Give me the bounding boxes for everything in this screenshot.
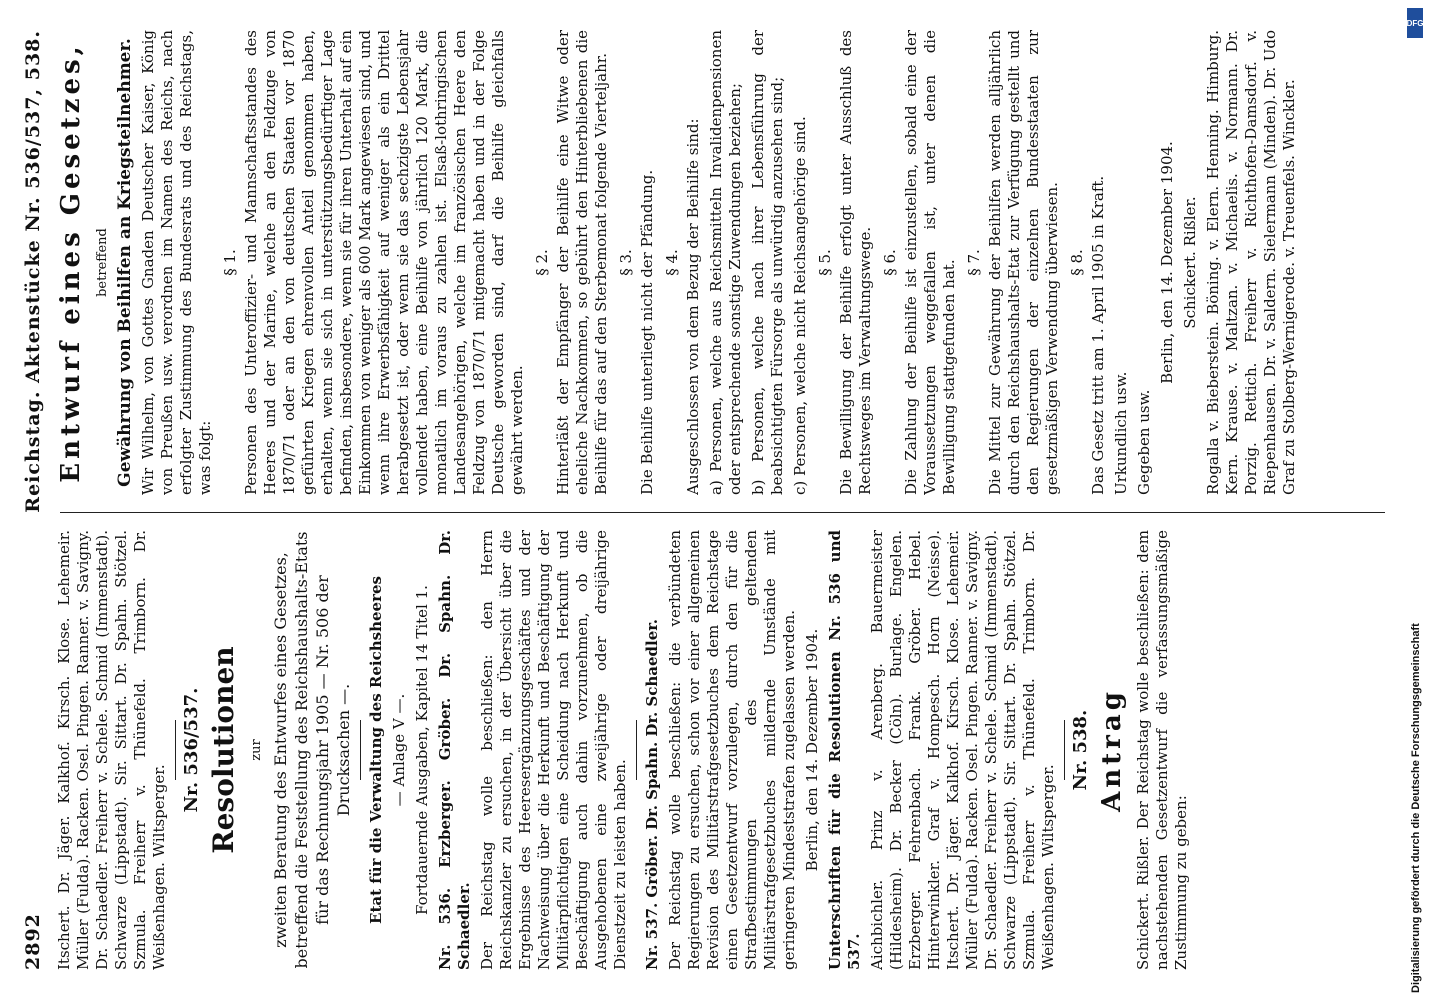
section-4-item-a: a) Personen, welche aus Reichsmitteln Invalidenpensionen oder entsprechende sonstige Zuwendungen beziehen;	[707, 30, 744, 495]
nr-538-heading: Nr. 538.	[1070, 709, 1091, 791]
dfg-logo: DFG	[1407, 8, 1423, 38]
law-date: Berlin, den 14. Dezember 1904.	[1158, 141, 1176, 384]
top-names: Itschert. Dr. Jäger. Kalkhof. Kirsch. Klose. Lehemeir. Müller (Fulda). Racken. Osel. Pingen. Ranner. v. Savigny. Dr. Schaedler. Freiherr v. Schele. Schmid (Immenstadt). Schwarze (Lippstadt). Sir. Sittart. Dr. Spahn. Stötzel. Szmula. Freiherr v. Thünefeld. Trimborn. Dr. Weißenhagen. Wiltsperger.	[55, 530, 168, 970]
divider	[636, 720, 637, 780]
section-4-item-b: b) Personen, welche nach ihrer Lebensführung der beabsichtigten Fürsorge als unwürdig anzusehen sind;	[749, 30, 786, 495]
section-5-text: Die Bewilligung der Beihilfe erfolgt unter Ausschluß des Rechtsweges im Verwaltungswege.	[837, 30, 874, 495]
right-column	[55, 30, 1387, 495]
section-1: § 1.	[221, 249, 239, 276]
section-6-text: Die Zahlung der Beihilfe ist einzustellen, sobald eine der Voraussetzungen weggefallen ist, unter denen die Bewilligung stattgefunden hat.	[902, 30, 958, 495]
fortdauernde-label: Fortdauernde Ausgaben, Kapitel 14 Titel 1.	[413, 585, 431, 915]
page-number: 2892	[21, 913, 44, 970]
section-3-text: Die Beihilfe unterliegt nicht der Pfändung.	[638, 169, 656, 495]
section-5: § 5.	[816, 249, 834, 276]
antrag-text: Schickert. Rißler. Der Reichstag wolle beschließen: dem nachstehenden Gesetzentwurf die verfassungsmäßige Zustimmung zu geben:	[1134, 530, 1190, 970]
signers-primary: Schickert. Rißler.	[1181, 196, 1199, 329]
section-2: § 2.	[533, 249, 551, 276]
nr536-heading: Nr. 536. Erzberger. Gröber. Dr. Spahn. Dr. Schaedler.	[436, 530, 473, 970]
etat-title: Etat für die Verwaltung des Reichsheeres	[367, 576, 385, 924]
resolutionen-title: Resolutionen	[207, 646, 240, 854]
nr537-text: Der Reichstag wolle beschließen: die verbündeten Regierungen zu ersuchen, schon vor einer allgemeinen Revision des Militärstrafgesetzbuches dem Reichstage einen Gesetzentwurf vorzulegen, durch den für die Strafbestimmungen des geltenden Militärstrafgesetzbuches mildernde Umstände mit geringeren Mindeststrafen zugelassen werden.	[666, 530, 798, 970]
divider	[175, 720, 176, 780]
section-7-text: Die Mittel zur Gewährung der Beihilfen werden alljährlich durch den Reichshaushalts-Etat zur Verfügung gestellt und den Regierungen der einzelnen Bundesstaaten zur gesetzmäßigen Verwendung überwiesen.	[986, 30, 1061, 495]
nr536-text: Der Reichstag wolle beschließen: den Herrn Reichskanzler zu ersuchen, in der Übersicht über die Ergebnisse des Heeresergänzungsgeschäftes und der Nachweisung über die Herkunft und Beschäftigung der Militärpflichtigen eine Scheidung nach Herkunft und Beschäftigung auch dahin vorzunehmen, ob die Ausgehobenen eine zweijährige oder dreijährige Dienstzeit zu leisten haben.	[478, 530, 629, 970]
zur-label: zur	[249, 739, 264, 761]
urkundlich-label: Urkundlich usw.	[1112, 371, 1130, 495]
nr-536-537-heading: Nr. 536/537.	[181, 687, 202, 813]
anlage-label: — Anlage V —.	[390, 693, 408, 807]
antrag-title: Antrag	[1097, 688, 1127, 812]
section-4-item-c: c) Personen, welche nicht Reichsangehörige sind.	[791, 116, 809, 495]
section-6: § 6.	[881, 249, 899, 276]
section-2-text: Hinterläßt der Empfänger der Beihilfe eine Witwe oder eheliche Nachkommen, so gebührt den Hinterbliebenen die Beihilfe für das auf den Sterbemonat folgende Vierteljahr.	[554, 30, 610, 495]
resolution-intro: zweiten Beratung des Entwurfes eines Gesetzes, betreffend die Feststellung des Reichshaushalts-Etats für das Rechnungsjahr 1905 — Nr. 506 der Drucksachen —.	[271, 531, 353, 969]
left-column	[55, 530, 1387, 970]
nr537-heading: Nr. 537. Gröber. Dr. Spahn. Dr. Schaedler.	[643, 618, 661, 970]
section-8: § 8.	[1068, 249, 1086, 276]
column-divider	[60, 512, 1385, 513]
section-4: § 4.	[663, 249, 681, 276]
page-header	[18, 30, 48, 970]
entwurf-title: Entwurf eines Gesetzes,	[56, 42, 86, 483]
gegeben-label: Gegeben usw.	[1135, 389, 1153, 495]
divider	[360, 720, 361, 780]
section-7: § 7.	[965, 249, 983, 276]
section-8-text: Das Gesetz tritt am 1. April 1905 in Kraft.	[1089, 175, 1107, 495]
betreffend-label: betreffend	[95, 228, 110, 297]
unterschriften-heading: Unterschriften für die Resolutionen Nr. 536 und 537.	[826, 530, 863, 970]
section-4-text: Ausgeschlossen von dem Bezug der Beihilfe sind:	[684, 118, 702, 495]
signers-list: Rogalla v. Bieberstein. Böning. v. Elern. Henning. Himburg. Kern. Krause. v. Maltzan. v. Michaelis. v. Normann. Dr. Porzig. Rettich. Freiherr v. Richthofen-Damsdorf. v. Riepenhausen. Dr. v. Saldern. Sielermann (Minden). Dr. Udo Graf zu Stolberg-Wernigerode. v. Treuenfels. Winckler.	[1204, 30, 1298, 495]
digitization-stamp	[1404, 8, 1426, 998]
divider	[1064, 720, 1065, 780]
unterschriften-list: Aichbichler. Prinz v. Arenberg. Bauermeister (Hildesheim). Dr. Becker (Cöln). Burlage. Engelen. Erzberger. Fehrenbach. Frank. Gröber. Hebel. Hinterwinkler. Graf v. Hompesch. Horn (Neisse). Itschert. Dr. Jäger. Kalkhof. Kirsch. Klose. Lehemeir. Müller (Fulda). Racken. Osel. Pingen. Ranner. v. Savigny. Dr. Schaedler. Freiherr v. Schele. Schmid (Immenstadt). Schwarze (Lippstadt). Sir. Sittart. Dr. Spahn. Stötzel. Szmula. Freiherr v. Thünefeld. Trimborn. Dr. Weißenhagen. Wiltsperger.	[868, 530, 1057, 970]
law-intro: Wir Wilhelm, von Gottes Gnaden Deutscher Kaiser, König von Preußen usw. verordnen im Namen des Reichs, nach erfolgter Zustimmung des Bundesrats und des Reichstags, was folgt:	[139, 30, 214, 495]
gewaehrung-title: Gewährung von Beihilfen an Kriegsteilnehmer.	[115, 38, 135, 487]
section-1-text: Personen des Unteroffizier- und Mannschaftsstandes des Heeres und der Marine, welche an den Feldzuge von 1870/71 oder an den von deutschen Staaten vor 1870 geführten Kriegen ehrenvollen Anteil genommen haben, erhalten, wenn sie sich in unterstützungsbedürftiger Lage befinden, insbesondere, wenn sie für ihren Unterhalt auf ein Einkommen von weniger als 600 Mark angewiesen sind, und wenn ihre Erwerbsfähigkeit auf weniger als ein Drittel herabgesetzt ist, oder wenn sie das sechzigste Lebensjahr vollendet haben, eine Beihilfe von jährlich 120 Mark, die monatlich im voraus zu zahlen ist. Elsaß-lothringischen Landesangehörigen, welche im französischen Heere den Feldzug von 1870/71 mitgemacht haben und in der Folge Deutsche geworden sind, darf die Beihilfe gleichfalls gewährt werden.	[242, 30, 526, 495]
running-title: Reichstag. Aktenstücke Nr. 536/537, 538.	[21, 30, 44, 513]
digitization-note: Digitalisierung gefördert durch die Deutsche Forschungsgemeinschaft	[1410, 623, 1422, 993]
resolution-date: Berlin, den 14. Dezember 1904.	[803, 628, 821, 872]
section-3: § 3.	[617, 249, 635, 276]
